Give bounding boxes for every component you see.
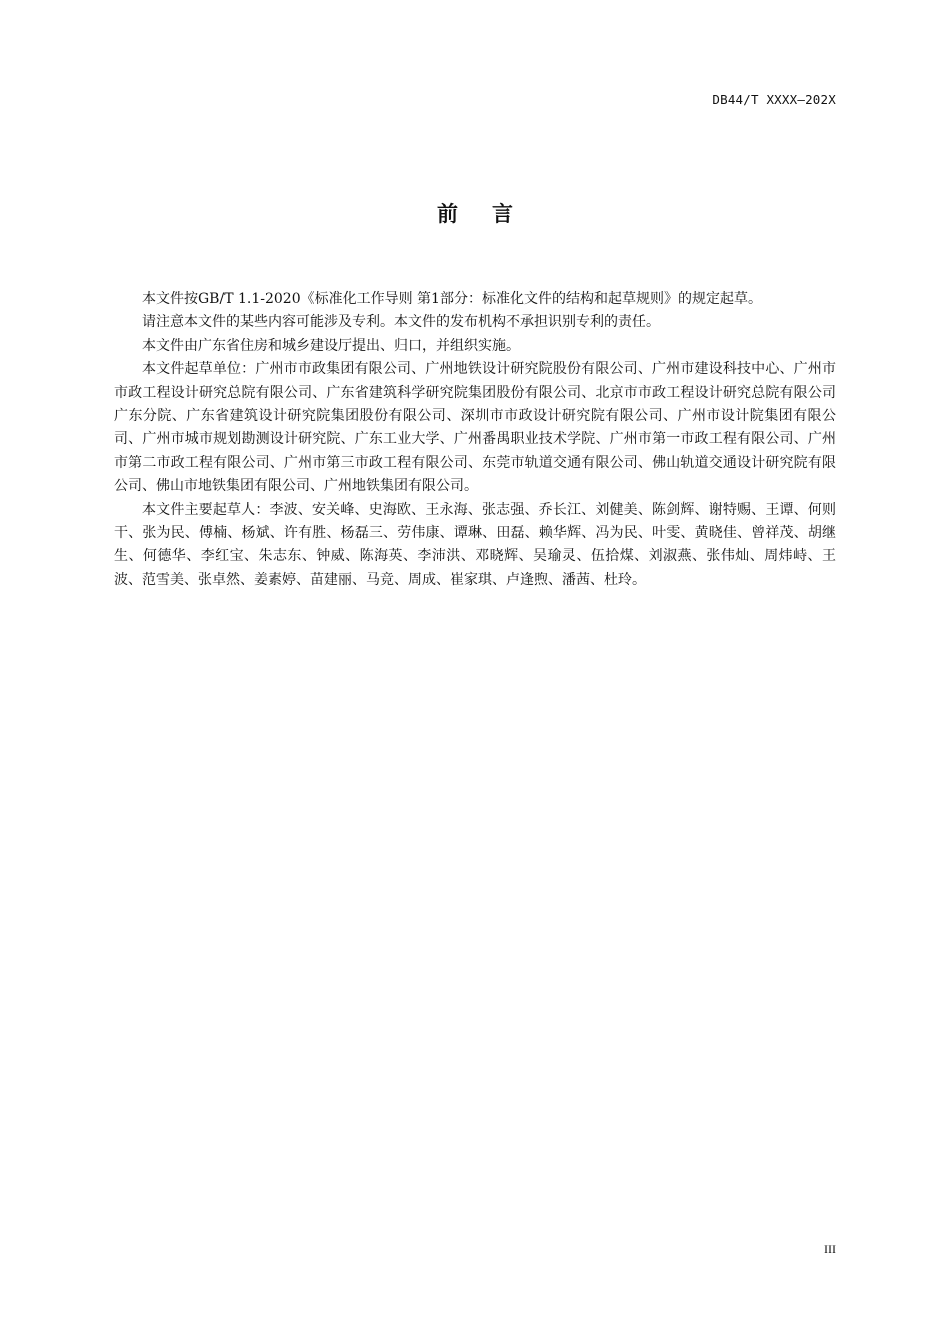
page-number: III <box>824 1242 836 1256</box>
paragraph-drafting-units: 本文件起草单位：广州市市政集团有限公司、广州地铁设计研究院股份有限公司、广州市建设科技中心、广州市市政工程设计研究总院有限公司、广东省建筑科学研究院集团股份有限公司、北京市市政工程设计研究总院有限公司广东分院、广东省建筑设计研究院集团股份有限公司、深圳市市政设计研究院有限公司、广州市设计院集团有限公司、广州市城市规划勘测设计研究院、广东工业大学、广州番禺职业技术学院、广州市第一市政工程有限公司、广州市第二市政工程有限公司、广州市第三市政工程有限公司、东莞市轨道交通有限公司、佛山轨道交通设计研究院有限公司、佛山市地铁集团有限公司、广州地铁集团有限公司。 <box>114 361 836 495</box>
paragraph-patent-notice: 请注意本文件的某些内容可能涉及专利。本文件的发布机构不承担识别专利的责任。 <box>142 314 660 331</box>
foreword-body <box>114 288 836 592</box>
document-code: DB44/T XXXX—202X <box>712 92 836 107</box>
paragraph-drafting-rules: 本文件按GB/T 1.1-2020《标准化工作导则 第1部分：标准化文件的结构和起草规则》的规定起草。 <box>142 291 762 307</box>
paragraph-drafters: 本文件主要起草人：李波、安关峰、史海欧、王永海、张志强、乔长江、刘健美、陈剑辉、谢特赐、王谭、何则干、张为民、傅楠、杨斌、许有胜、杨磊三、劳伟康、谭琳、田磊、赖华辉、冯为民、叶雯、黄晓佳、曾祥茂、胡继生、何德华、李红宝、朱志东、钟威、陈海英、李沛洪、邓晓辉、吴瑜灵、伍拾煤、刘淑燕、张伟灿、周炜峙、王波、范雪美、张卓然、姜素婷、苗建丽、马竞、周成、崔家琪、卢逢煦、潘茜、杜玲。 <box>114 501 836 588</box>
page-title: 前言 <box>437 202 547 226</box>
paragraph-proposer: 本文件由广东省住房和城乡建设厅提出、归口，并组织实施。 <box>142 337 520 354</box>
